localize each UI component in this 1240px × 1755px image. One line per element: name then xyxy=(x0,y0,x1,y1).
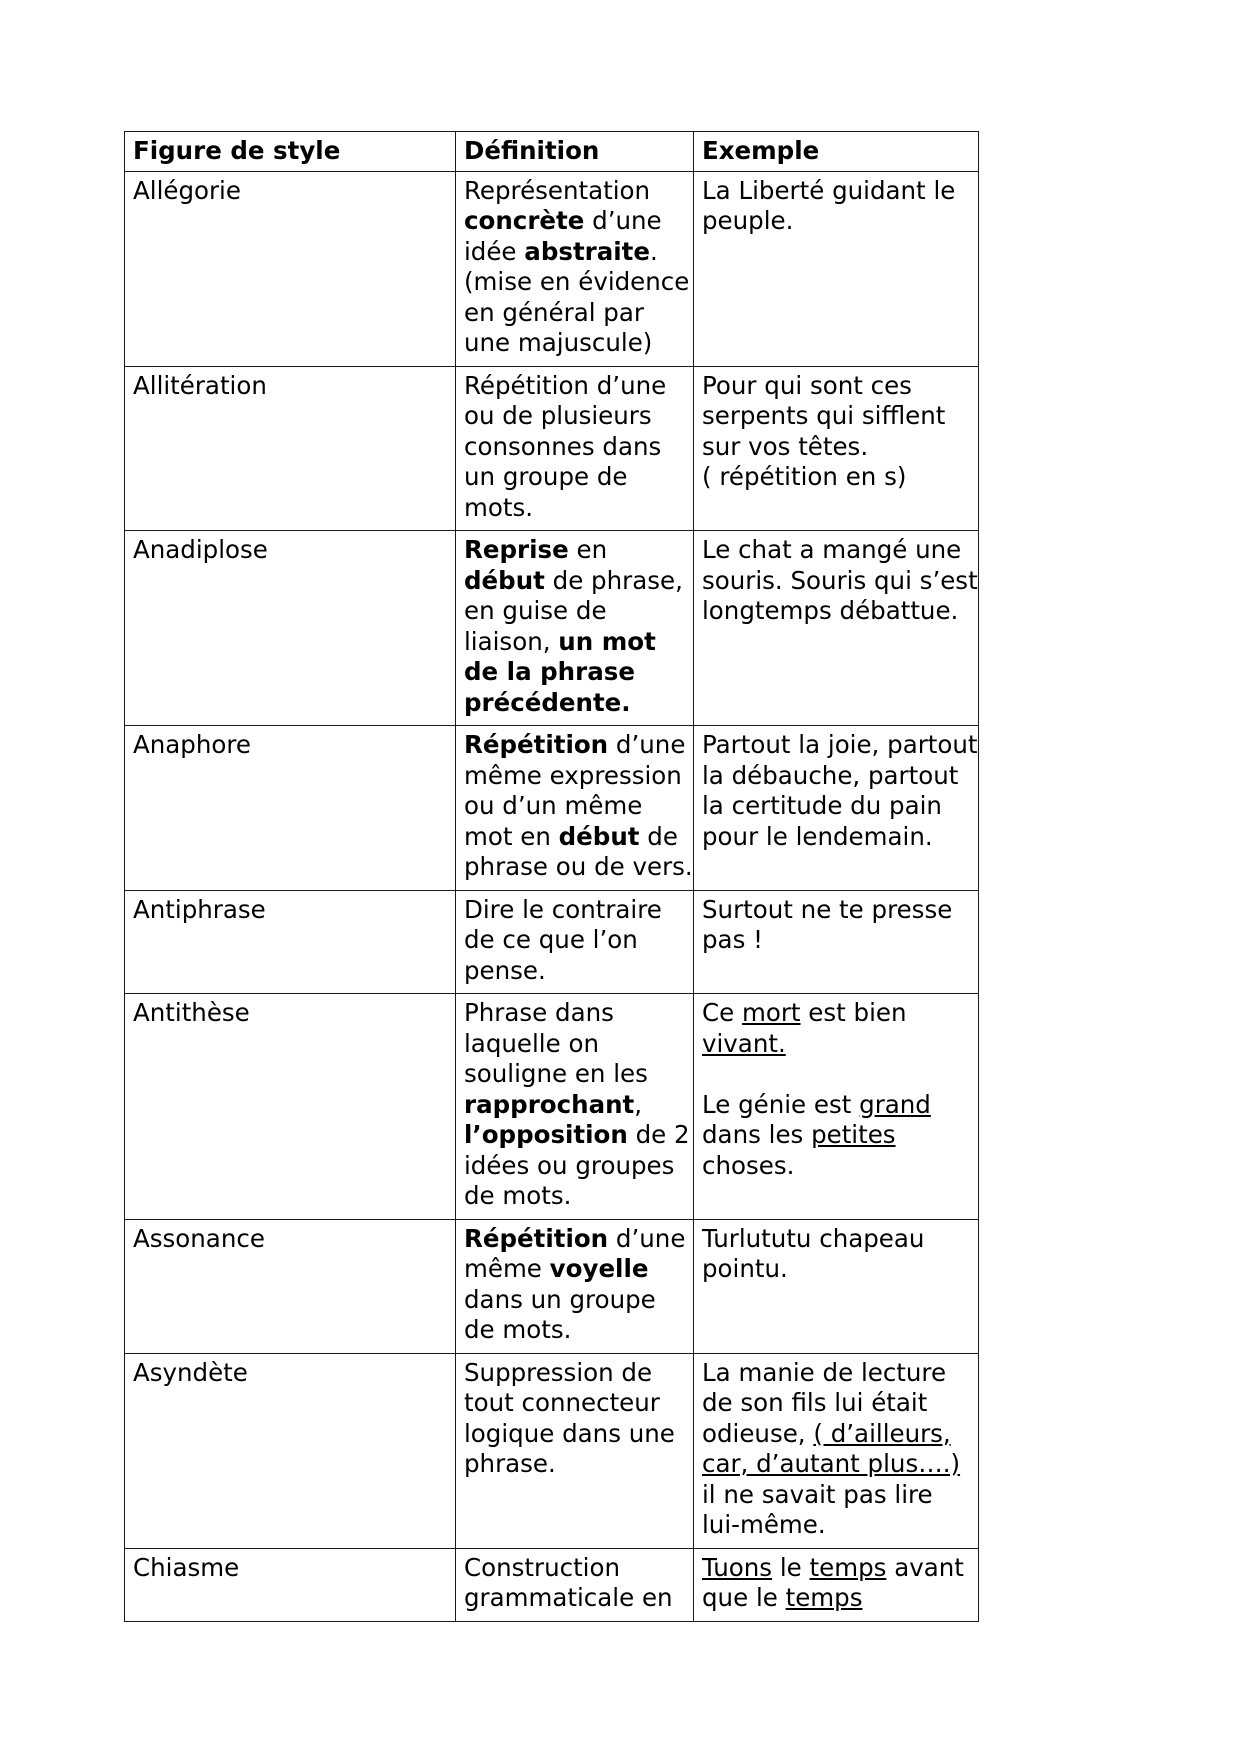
text-run: Suppression de tout connecteur logique dans une phrase. xyxy=(464,1357,675,1478)
text-run: Phrase dans laquelle on souligne en les xyxy=(464,998,648,1088)
underlined-text: petites xyxy=(811,1120,896,1149)
text-run: de phrase ou de vers. xyxy=(464,821,693,881)
text-run: d’une même xyxy=(464,1223,686,1283)
table-row xyxy=(125,531,979,726)
figures-table-wrapper xyxy=(124,131,978,1622)
cell-example xyxy=(694,1548,979,1621)
text-run: Pour qui sont ces serpents qui sifflent sur vos têtes. xyxy=(702,370,946,461)
table-row xyxy=(125,1219,979,1353)
cell-figure-name: Chiasme xyxy=(125,1548,456,1621)
table-row xyxy=(125,1353,979,1548)
underlined-text: grand xyxy=(859,1089,931,1119)
header-figure-de-style: Figure de style xyxy=(125,132,456,172)
cell-example xyxy=(694,1353,979,1548)
bold-text: rapprochant xyxy=(464,1089,635,1119)
text-run: Le chat a mangé une souris. Souris qui s’est longtemps débattue. xyxy=(702,535,978,625)
text-run: de 2 idées ou groupes de mots. xyxy=(464,1120,690,1210)
cell-definition xyxy=(456,890,694,994)
cell-figure-name: Allitération xyxy=(125,366,456,531)
table-row xyxy=(125,171,979,366)
text-run: d’une même expression ou d’un même mot en xyxy=(464,730,686,851)
table-header-row xyxy=(125,132,979,172)
bold-text: début xyxy=(558,821,640,851)
text-run: Partout la joie, partout la débauche, partout la certitude du pain pour le lendemain. xyxy=(702,730,978,851)
text-run: le xyxy=(772,1552,810,1582)
cell-figure-name: Antithèse xyxy=(125,994,456,1220)
cell-figure-name: Allégorie xyxy=(125,171,456,366)
text-run: dans les xyxy=(702,1120,812,1149)
bold-text: l’opposition xyxy=(464,1120,628,1149)
cell-definition xyxy=(456,994,694,1220)
text-run: est bien xyxy=(800,998,907,1027)
cell-definition xyxy=(456,171,694,366)
table-row xyxy=(125,994,979,1220)
figures-de-style-table xyxy=(124,131,979,1622)
cell-definition xyxy=(456,1548,694,1621)
bold-text: Répétition xyxy=(464,1223,609,1253)
table-row xyxy=(125,366,979,531)
bold-text: voyelle xyxy=(549,1254,649,1283)
cell-definition xyxy=(456,726,694,891)
text-run: ( répétition en s) xyxy=(702,462,907,491)
underlined-text: Tuons xyxy=(702,1552,773,1582)
text-run: en xyxy=(568,535,608,564)
cell-example xyxy=(694,890,979,994)
table-row xyxy=(125,726,979,891)
text-run: Surtout ne te presse pas ! xyxy=(702,894,953,954)
text-run: il ne savait pas lire lui-même. xyxy=(702,1479,933,1539)
text-run: La manie de lecture de son fils lui était odieuse, xyxy=(702,1357,947,1448)
cell-example xyxy=(694,994,979,1220)
cell-figure-name: Anadiplose xyxy=(125,531,456,726)
text-run: avant que le xyxy=(702,1552,964,1612)
cell-figure-name: Antiphrase xyxy=(125,890,456,994)
text-run: Le génie est xyxy=(702,1089,860,1119)
text-run: Ce xyxy=(702,998,742,1027)
header-definition: Définition xyxy=(456,132,694,172)
cell-example xyxy=(694,1219,979,1353)
table-row xyxy=(125,1548,979,1621)
text-run: de phrase, en guise de liaison, xyxy=(464,565,683,656)
bold-text: abstraite xyxy=(524,236,651,266)
text-run: . (mise en évidence en général par une majuscule) xyxy=(464,236,690,357)
text-run: Répétition d’une ou de plusieurs consonnes dans un groupe de mots. xyxy=(464,370,667,522)
underlined-text: mort xyxy=(741,998,801,1027)
underlined-text: vivant. xyxy=(702,1028,786,1058)
bold-text: un mot de la phrase précédente. xyxy=(464,626,656,717)
text-run: La Liberté guidant le peuple. xyxy=(702,175,956,235)
cell-figure-name: Asyndète xyxy=(125,1353,456,1548)
cell-figure-name: Assonance xyxy=(125,1219,456,1353)
text-run: Construction grammaticale en xyxy=(464,1552,673,1612)
bold-text: Reprise xyxy=(464,535,569,564)
text-run: Turlututu chapeau pointu. xyxy=(702,1223,925,1283)
underlined-text: ( d’ailleurs, car, d’autant plus….) xyxy=(702,1418,961,1478)
cell-figure-name: Anaphore xyxy=(125,726,456,891)
bold-text: début xyxy=(464,565,545,595)
cell-example xyxy=(694,171,979,366)
text-run: Dire le contraire de ce que l’on pense. xyxy=(464,894,662,985)
text-run: Représentation xyxy=(464,175,651,205)
cell-example xyxy=(694,726,979,891)
cell-example xyxy=(694,531,979,726)
underlined-text: temps xyxy=(809,1552,887,1582)
cell-definition xyxy=(456,1219,694,1353)
bold-text: concrète xyxy=(464,206,585,235)
text-run: choses. xyxy=(702,1150,795,1180)
table-header xyxy=(125,132,979,172)
cell-definition xyxy=(456,531,694,726)
cell-definition xyxy=(456,1353,694,1548)
underlined-text: temps xyxy=(785,1583,863,1612)
cell-example xyxy=(694,366,979,531)
table-body xyxy=(125,171,979,1621)
table-row xyxy=(125,890,979,994)
text-run: dans un groupe de mots. xyxy=(464,1284,656,1344)
bold-text: Répétition xyxy=(464,730,609,759)
text-run: , xyxy=(634,1089,643,1119)
header-exemple: Exemple xyxy=(694,132,979,172)
text-run: d’une idée xyxy=(464,206,662,266)
cell-definition xyxy=(456,366,694,531)
